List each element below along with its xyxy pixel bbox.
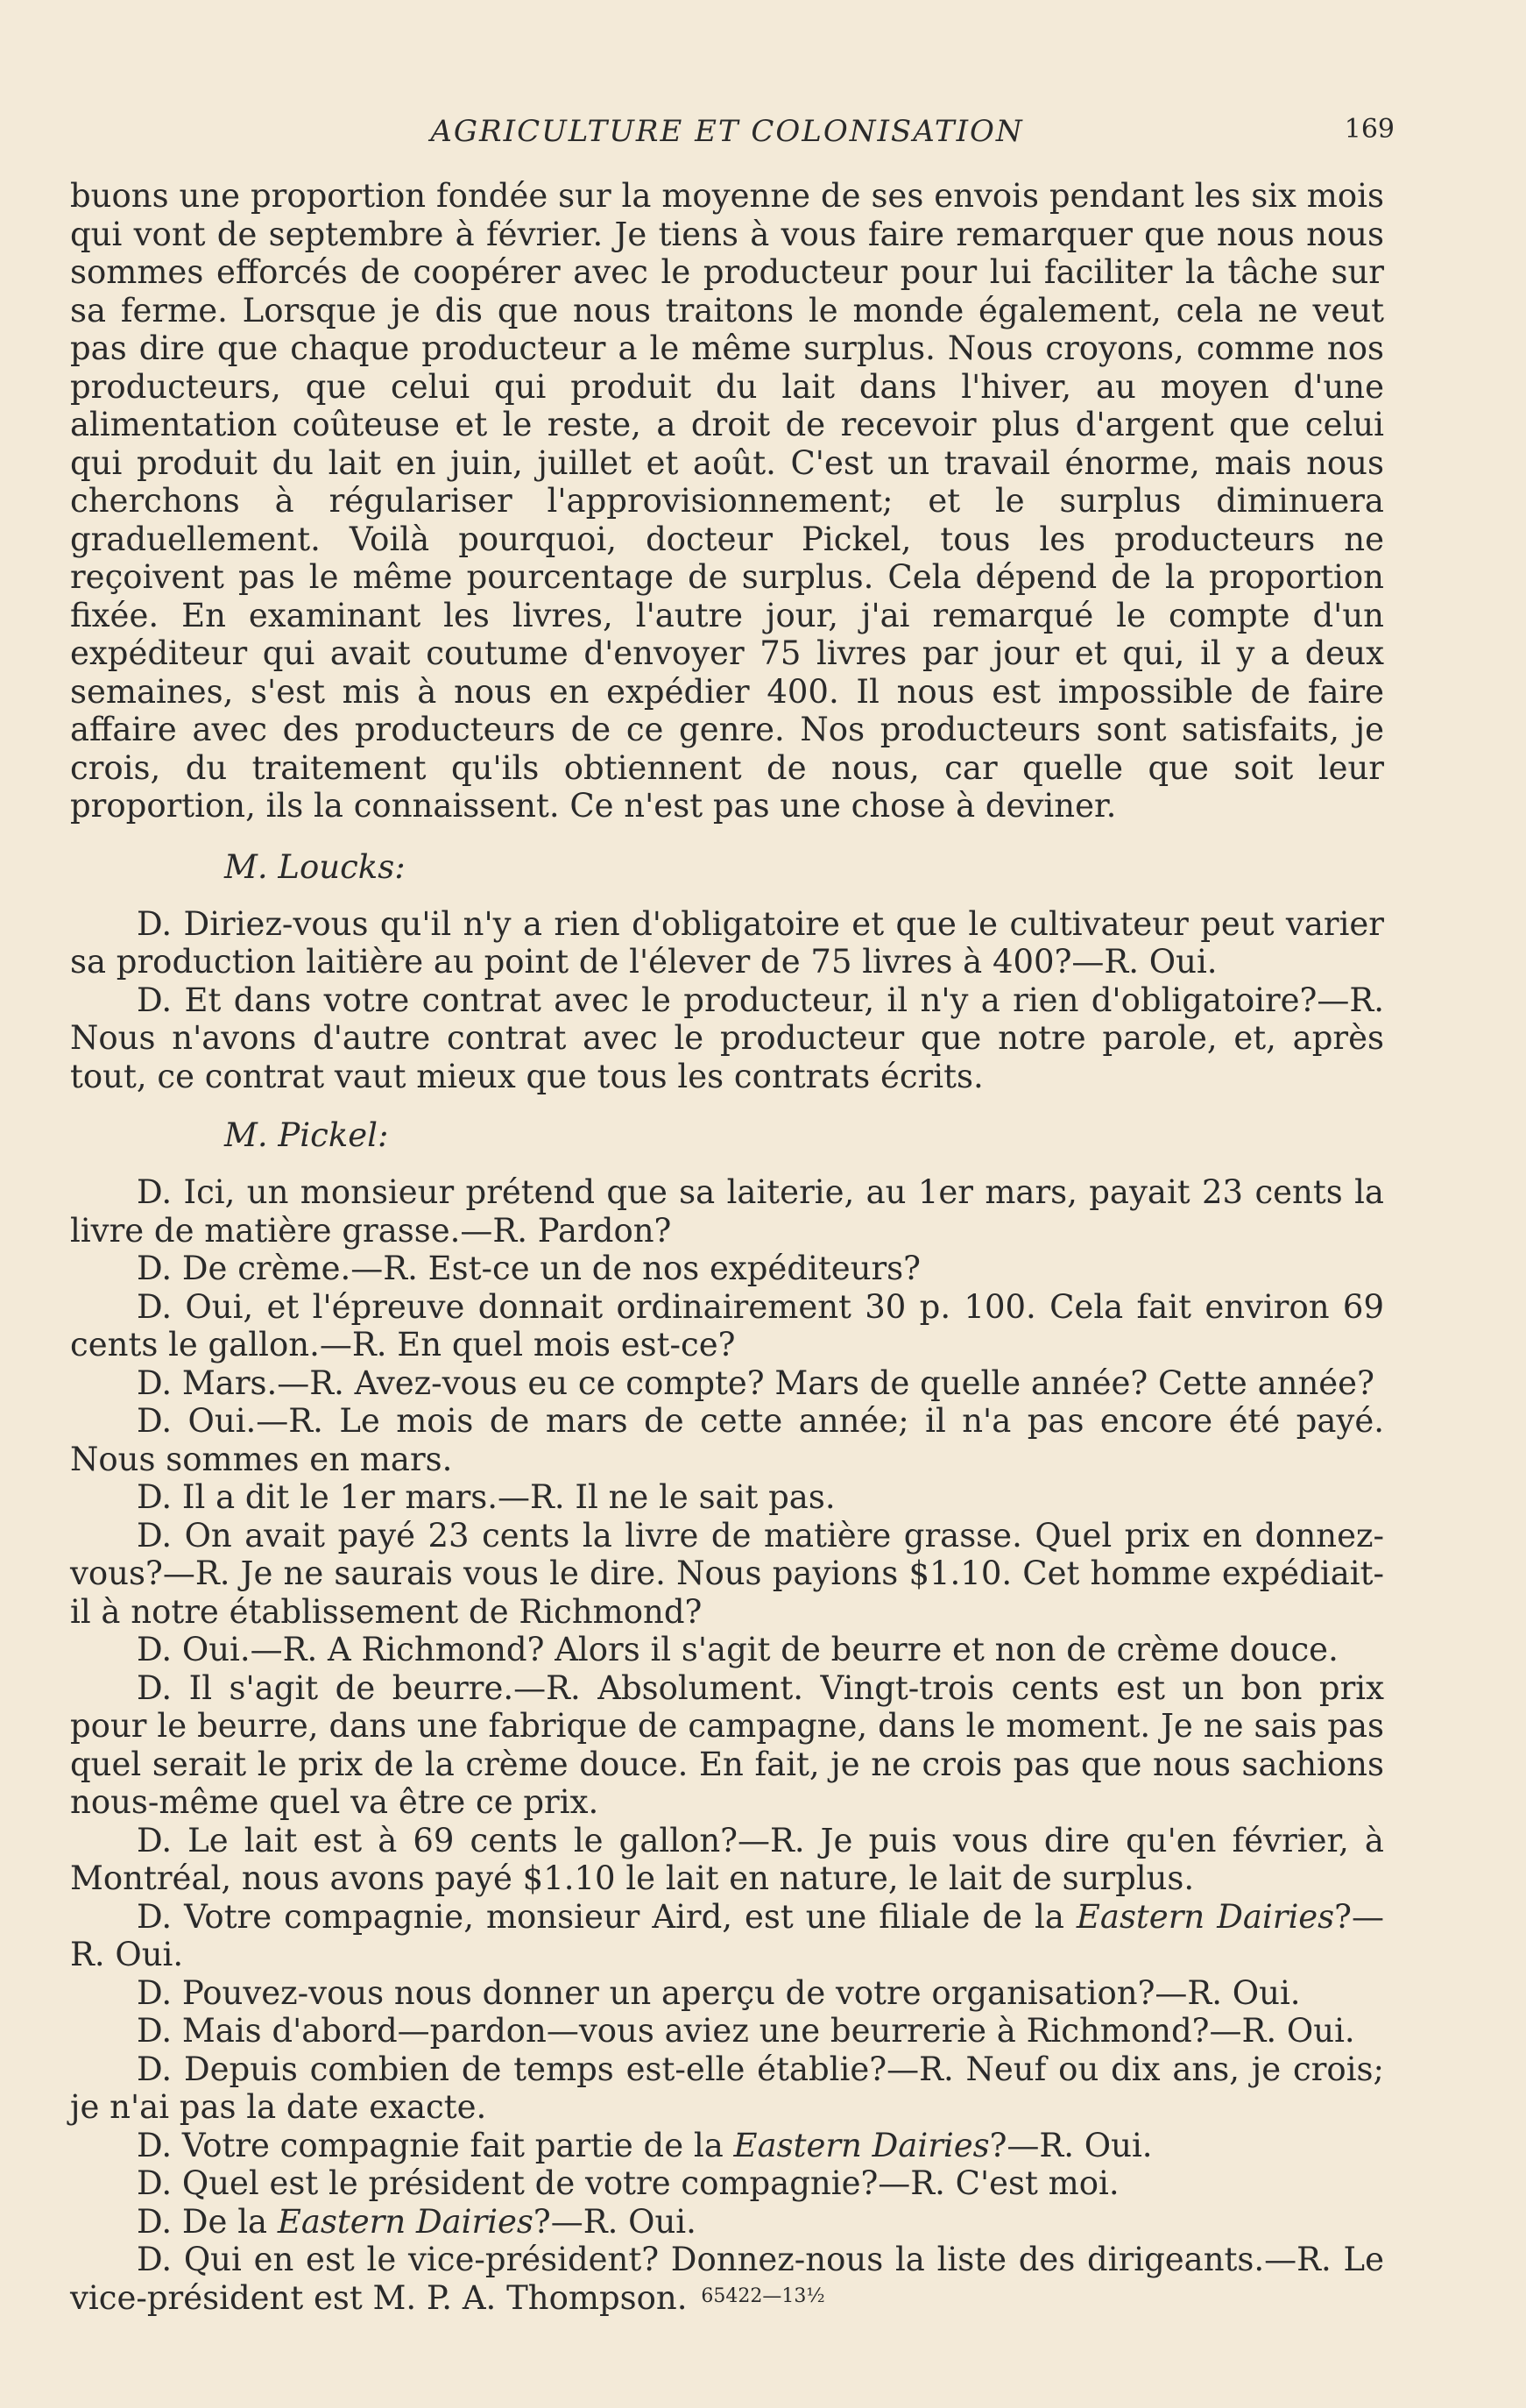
company-name: Eastern Dairies (277, 2202, 533, 2241)
qa-text: ?—R. Oui. (533, 2202, 696, 2241)
qa-text: D. Votre compagnie, monsieur Aird, est une filiale de la (137, 1897, 1077, 1936)
qa-line: D. Oui.—R. A Richmond? Alors il s'agit de beurre et non de crème douce. (137, 1631, 1339, 1668)
qa-line-eastern-dairies (70, 2127, 1384, 2165)
speaker-loucks: M. Loucks: (224, 847, 406, 886)
qa-line: D. Qui en est le vice-président? Donnez-nous la liste des dirigeants.—R. Le vice-président est M. P. A. Thompson. (70, 2241, 1384, 2317)
qa-text: ?—R. Oui. (70, 1897, 1385, 1973)
qa-line: D. Quel est le président de votre compagnie?—R. C'est moi. (137, 2164, 1120, 2202)
qa-line: D. De crème.—R. Est-ce un de nos expéditeurs? (137, 1250, 921, 1287)
speaker-pickel: M. Pickel: (224, 1116, 389, 1154)
qa-line: D. Mars.—R. Avez-vous eu ce compte? Mars de quelle année? Cette année? (137, 1363, 1374, 1402)
qa-line: D. Depuis combien de temps est-elle établie?—R. Neuf ou dix ans, je crois; je n'ai pas la date exacte. (70, 2050, 1384, 2126)
qa-line: D. Le lait est à 69 cents le gallon?—R. Je puis vous dire qu'en février, à Montréal, nous avons payé $1.10 le lait en nature, le lait de surplus. (70, 1821, 1384, 1897)
qa-line: D. Il a dit le 1er mars.—R. Il ne le sait pas. (137, 1478, 836, 1516)
intro-paragraph: buons une proportion fondée sur la moyenne de ses envois pendant les six mois qui vont de septembre à février. Je tiens à vous faire remarquer que nous nous sommes efforcés de coopérer avec le producteur pour lui faciliter la tâche sur sa ferme. Lorsque je dis que nous traitons le monde également, cela ne veut pas dire que chaque producteur a le même surplus. Nous croyons, comme nos producteurs, que celui qui produit du lait dans l'hiver, au moyen d'une alimentation coûteuse et le reste, a droit de recevoir plus d'argent que celui qui produit du lait en juin, juillet et août. C'est un travail énorme, mais nous cherchons à régulariser l'approvisionnement; et le surplus diminuera graduellement. Voilà pourquoi, docteur Pickel, tous les producteurs ne reçoivent pas le même pourcentage de surplus. Cela dépend de la proportion fixée. En examinant les livres, l'autre jour, j'ai remarqué le compte d'un expéditeur qui avait coutume d'envoyer 75 livres par jour et qui, il y a deux semaines, s'est mis à nous en expédier 400. Il nous est impossible de faire affaire avec des producteurs de ce genre. Nos producteurs sont satisfaits, je crois, du traitement qu'ils obtiennent de nous, car quelle que soit leur proportion, ils la connaissent. Ce n'est pas une chose à deviner. (70, 177, 1384, 825)
company-name: Eastern Dairies (1076, 1897, 1335, 1936)
qa-line-eastern-dairies (70, 1898, 1384, 1974)
qa-text: D. Votre compagnie fait partie de la (137, 2126, 734, 2164)
qa-line: D. Ici, un monsieur prétend que sa laiterie, au 1er mars, payait 23 cents la livre de matière grasse.—R. Pardon? (70, 1173, 1384, 1250)
qa-line: D. Oui, et l'épreuve donnait ordinairement 30 p. 100. Cela fait environ 69 cents le gallon.—R. En quel mois est-ce? (70, 1287, 1384, 1363)
page-number: 169 (1344, 114, 1395, 145)
qa-line: D. Il s'agit de beurre.—R. Absolument. Vingt-trois cents est un bon prix pour le beurre, dans une fabrique de campagne, dans le moment. Je ne sais pas quel serait le prix de la crème douce. En fait, je ne crois pas que nous sachions nous-même quel va être ce prix. (70, 1668, 1384, 1821)
qa-line: D. Et dans votre contrat avec le producteur, il n'y a rien d'obligatoire?—R. Nous n'avons d'autre contrat avec le producteur que notre parole, et, après tout, ce contrat vaut mieux que tous les contrats écrits. (70, 981, 1384, 1095)
qa-line-eastern-dairies (70, 2203, 1384, 2242)
company-name: Eastern Dairies (733, 2126, 990, 2164)
qa-line: D. Pouvez-vous nous donner un aperçu de votre organisation?—R. Oui. (137, 1973, 1301, 2012)
qa-text: ?—R. Oui. (989, 2126, 1153, 2164)
qa-line: D. Oui.—R. Le mois de mars de cette année; il n'a pas encore été payé. Nous sommes en mars. (70, 1402, 1384, 1478)
footer-code: 65422—13½ (701, 2285, 825, 2307)
qa-line: D. Mais d'abord—pardon—vous aviez une beurrerie à Richmond?—R. Oui. (137, 2012, 1355, 2050)
document-page (70, 105, 1395, 2317)
qa-line: D. Diriez-vous qu'il n'y a rien d'obligatoire et que le cultivateur peut varier sa production laitière au point de l'élever de 75 livres à 400?—R. Oui. (70, 904, 1384, 981)
qa-text: D. De la (137, 2202, 278, 2241)
page-title: AGRICULTURE ET COLONISATION (430, 114, 1024, 149)
running-head (70, 105, 1395, 158)
qa-line: D. On avait payé 23 cents la livre de matière grasse. Quel prix en donnez-vous?—R. Je ne saurais vous le dire. Nous payions $1.10. Cet homme expédiait-il à notre établissement de Richmond? (70, 1516, 1384, 1631)
